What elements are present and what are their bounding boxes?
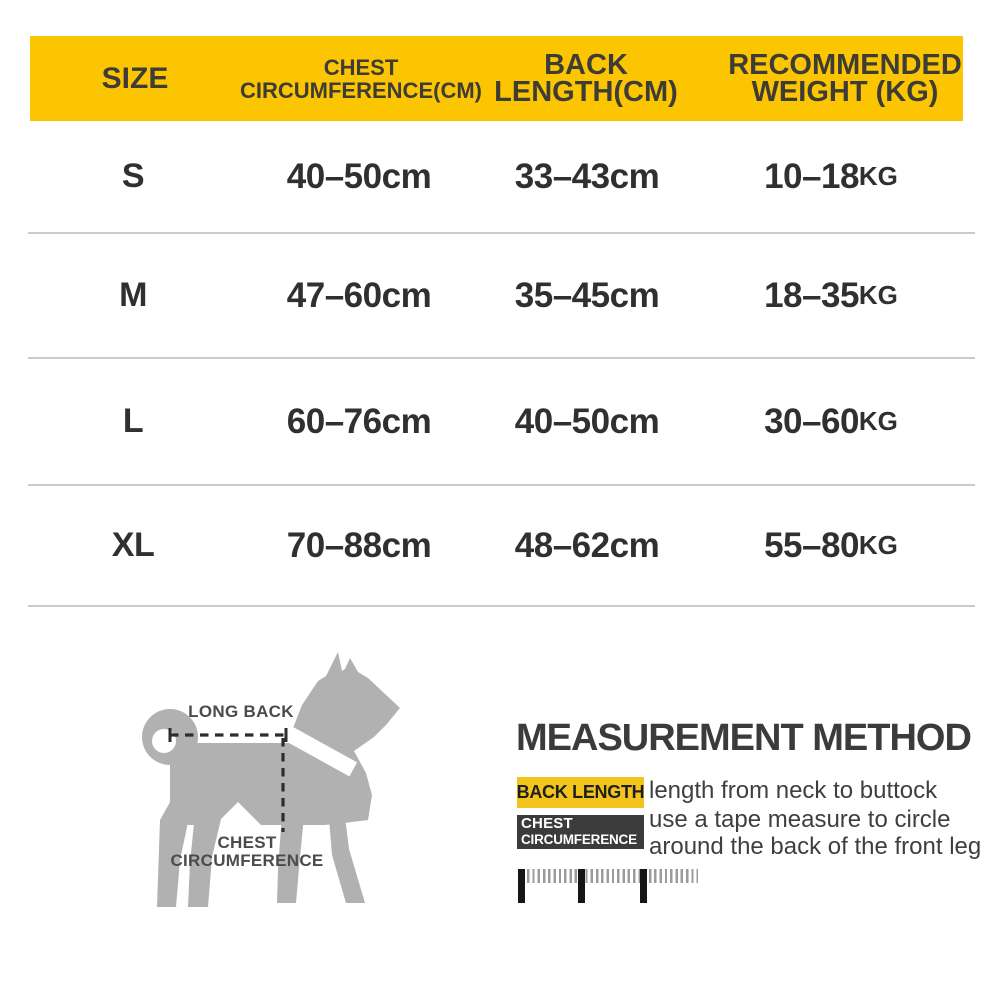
header-weight-line2: WEIGHT (KG) xyxy=(751,75,939,108)
ruler-major-tick xyxy=(518,869,525,903)
chest-range: 47–60 xyxy=(286,275,382,315)
ruler-icon xyxy=(518,869,700,903)
weight-value xyxy=(731,121,931,232)
back-range: 48–62 xyxy=(514,525,610,565)
chest-value xyxy=(259,234,459,357)
weight-unit: KG xyxy=(858,406,898,436)
chest-description-line1: use a tape measure to circle xyxy=(649,806,951,833)
back-range: 33–43 xyxy=(514,156,610,196)
dog-diagram xyxy=(130,645,410,915)
header-back-line2: LENGTH(CM) xyxy=(494,75,678,108)
weight-range: 18–35 xyxy=(764,275,859,315)
back-range: 35–45 xyxy=(514,275,610,315)
chest-unit: cm xyxy=(381,275,432,315)
back-length-description: length from neck to buttock xyxy=(649,777,938,804)
header-chest-line2: CIRCUMFERENCE(CM) xyxy=(240,77,482,103)
header-chest-line1: CHEST xyxy=(323,54,399,80)
chest-value xyxy=(259,121,459,232)
chest-range: 70–88 xyxy=(286,525,382,565)
weight-value xyxy=(731,486,931,605)
table-row-l xyxy=(28,359,975,486)
table-row-xl xyxy=(28,486,975,607)
weight-value xyxy=(731,359,931,484)
size-value: L xyxy=(122,402,144,440)
measurement-method-title: MEASUREMENT METHOD xyxy=(516,717,971,759)
back-length-badge: BACK LENGTH xyxy=(517,777,644,808)
table-header-band xyxy=(30,36,963,121)
dog-tail-curl-hole xyxy=(152,729,176,753)
ruler-major-tick xyxy=(640,869,647,903)
dog-illustration xyxy=(130,645,410,915)
weight-range: 55–80 xyxy=(764,525,859,565)
back-unit: cm xyxy=(609,156,660,196)
header-back-line1: BACK xyxy=(544,48,628,81)
long-back-label: LONG BACK xyxy=(188,702,294,721)
table-row-s xyxy=(28,121,975,234)
table-row-m xyxy=(28,234,975,359)
weight-range: 30–60 xyxy=(764,401,859,441)
chest-value xyxy=(259,486,459,605)
back-unit: cm xyxy=(609,401,660,441)
size-table-rows xyxy=(28,121,975,607)
header-size-label: SIZE xyxy=(101,61,169,95)
header-chest-circumference xyxy=(231,36,491,121)
back-value xyxy=(487,486,687,605)
size-value: XL xyxy=(111,526,155,564)
weight-unit: KG xyxy=(858,530,898,560)
chest-circumference-label xyxy=(157,834,337,870)
chest-range: 40–50 xyxy=(286,156,382,196)
chest-circumference-label-line1: CHEST xyxy=(217,833,277,852)
chest-circumference-label-line2: CIRCUMFERENCE xyxy=(170,851,324,870)
weight-unit: KG xyxy=(858,161,898,191)
back-range: 40–50 xyxy=(514,401,610,441)
weight-range: 10–18 xyxy=(764,156,859,196)
chest-unit: cm xyxy=(381,401,432,441)
chest-range: 60–76 xyxy=(286,401,382,441)
header-size xyxy=(35,36,235,121)
header-recommended-weight xyxy=(725,36,965,121)
chest-circumference-description xyxy=(649,806,1001,860)
chest-badge-line2: CIRCUMFERENCE xyxy=(521,832,637,847)
ruler-small-ticks xyxy=(527,869,698,883)
back-unit: cm xyxy=(609,275,660,315)
back-unit: cm xyxy=(609,525,660,565)
weight-value xyxy=(731,234,931,357)
chest-unit: cm xyxy=(381,525,432,565)
header-weight-line1: RECOMMENDED xyxy=(728,48,962,81)
back-value xyxy=(487,234,687,357)
ruler-major-tick xyxy=(578,869,585,903)
back-value xyxy=(487,359,687,484)
size-value: S xyxy=(121,157,145,195)
back-value xyxy=(487,121,687,232)
weight-unit: KG xyxy=(858,280,898,310)
size-value: M xyxy=(119,276,147,314)
chest-circumference-badge xyxy=(517,815,644,849)
chest-unit: cm xyxy=(381,156,432,196)
header-back-length xyxy=(486,36,686,121)
chest-description-line2: around the back of the front leg xyxy=(649,833,982,860)
chest-value xyxy=(259,359,459,484)
chest-badge-line1: CHEST xyxy=(521,815,573,832)
